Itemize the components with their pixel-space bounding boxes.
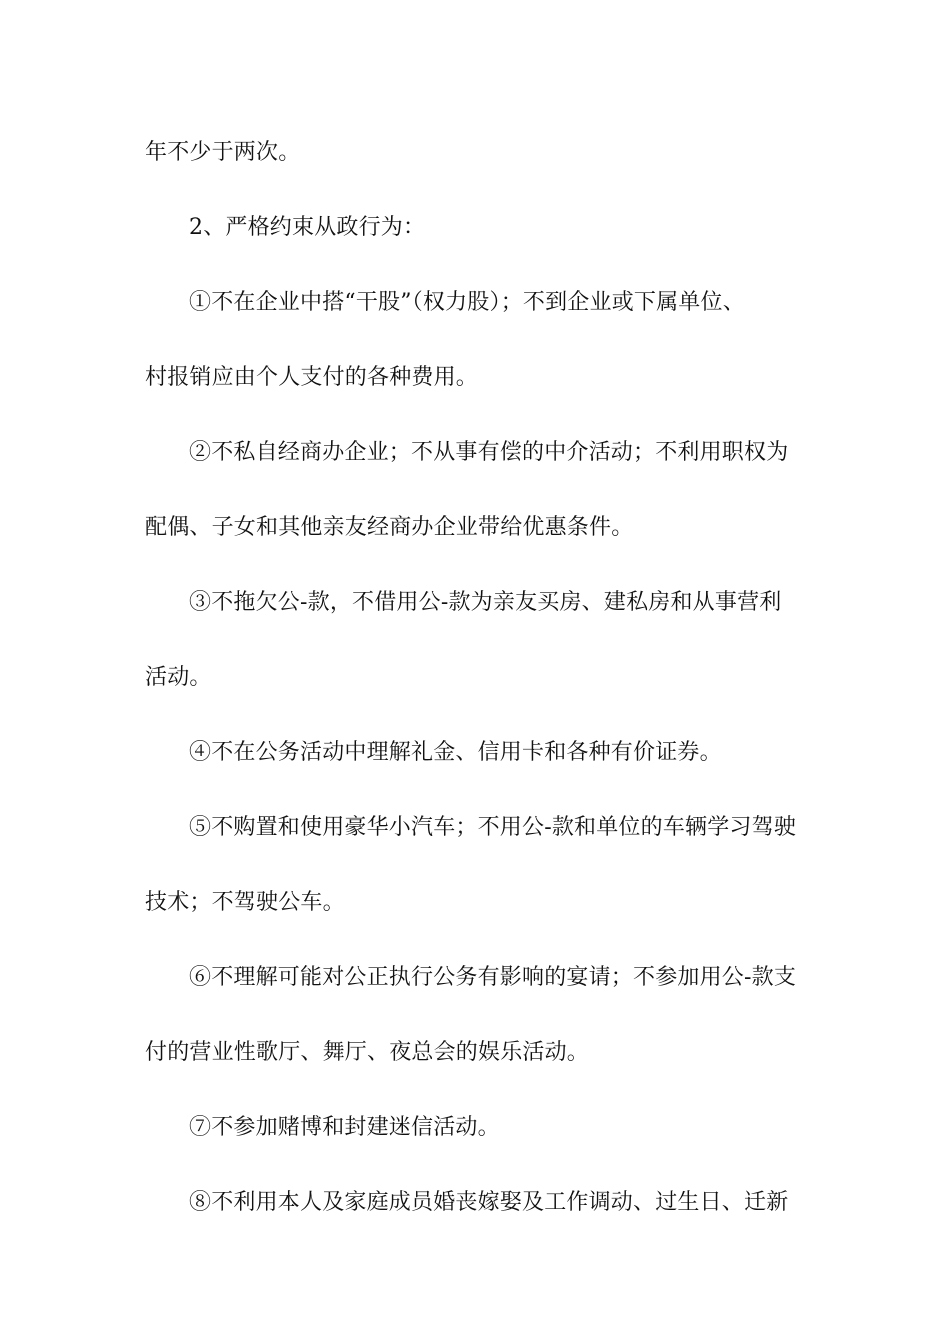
- paragraph-line: ⑧不利用本人及家庭成员婚丧嫁娶及工作调动、过生日、迁新: [189, 1190, 789, 1215]
- paragraph-line: 活动。: [145, 665, 212, 690]
- paragraph-line: ⑤不购置和使用豪华小汽车；不用公-款和单位的车辆学习驾驶: [189, 815, 797, 840]
- paragraph-line: ④不在公务活动中理解礼金、信用卡和各种有价证券。: [189, 740, 722, 765]
- section-heading: 2、严格约束从政行为：: [189, 215, 426, 240]
- paragraph-line: ③不拖欠公-款，不借用公-款为亲友买房、建私房和从事营利: [189, 590, 782, 615]
- paragraph-line: 村报销应由个人支付的各种费用。: [145, 365, 479, 390]
- paragraph-line: 配偶、子女和其他亲友经商办企业带给优惠条件。: [145, 515, 634, 540]
- text-line: 年不少于两次。: [145, 140, 301, 165]
- paragraph-line: ②不私自经商办企业；不从事有偿的中介活动；不利用职权为: [189, 440, 789, 465]
- paragraph-line: 技术；不驾驶公车。: [145, 890, 345, 915]
- paragraph-line: 付的营业性歌厅、舞厅、夜总会的娱乐活动。: [145, 1040, 590, 1065]
- paragraph-line: ⑥不理解可能对公正执行公务有影响的宴请；不参加用公-款支: [189, 965, 797, 990]
- paragraph-line: ①不在企业中搭“干股”（权力股）；不到企业或下属单位、: [189, 290, 745, 315]
- paragraph-line: ⑦不参加赌博和封建迷信活动。: [189, 1115, 500, 1140]
